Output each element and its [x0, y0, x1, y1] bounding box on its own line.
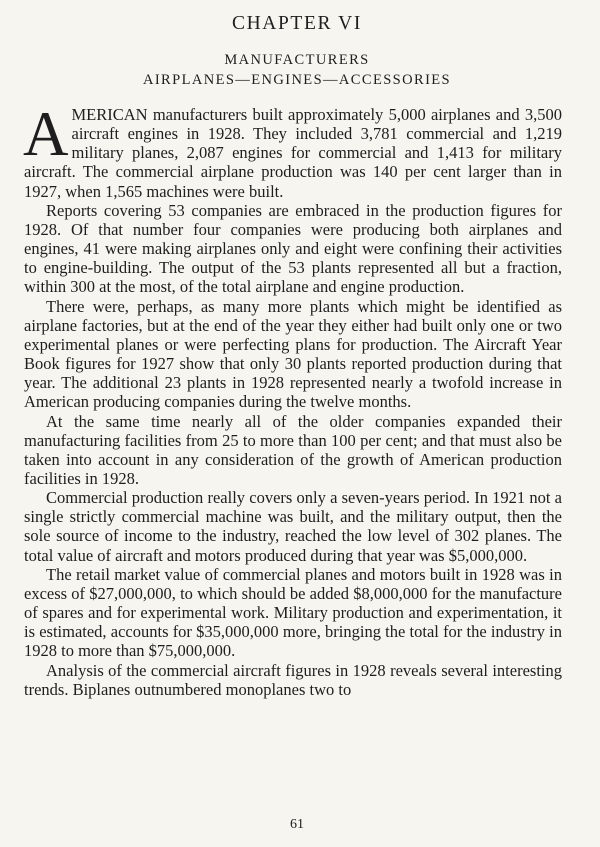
book-page [24, 0, 570, 847]
paragraph-6: The retail market value of commercial planes and motors built in 1928 was in excess of $27,000,000, to which should be added $8,000,000 for the manufacture of spares and for experimental work. Military production and experimentation, it is estimated, accounts for $35,000,000 more, bringing the total for the industry in 1928 to more than $75,000,000. [24, 564, 562, 661]
paragraph-1: AMERICAN manufacturers built approximately 5,000 airplanes and 3,500 aircraft engines in 1928. They included 3,781 commercial and 1,219 military planes, 2,087 engines for commercial and 1,413 for military aircraft. The commercial airplane production was 140 per cent larger than in 1927, when 1,565 machines were built. [23, 99, 562, 201]
paragraph-2: Reports covering 53 companies are embraced in the production figures for 1928. Of that number four companies were producing both airplanes and engines, 41 were making airplanes only and eight were confining their activities to engine-building. The output of the 53 plants represented all but a fraction, within 300 at the most, of the total airplane and engine production. [24, 200, 562, 297]
paragraph-3: There were, perhaps, as many more plants which might be identified as airplane factories, but at the end of the year they either had built only one or two experimental planes or were perfecting plans for production. The Aircraft Year Book figures for 1927 show that only 30 plants reported production during that year. The additional 23 plants in 1928 represented nearly a twofold increase in American producing companies during the twelve months. [24, 296, 562, 412]
section-title: MANUFACTURERS [224, 52, 370, 68]
paragraph-7: Analysis of the commercial aircraft figures in 1928 reveals several interesting trends. Biplanes outnumbered monoplanes two to [24, 660, 562, 699]
paragraph-5: Commercial production really covers only a seven-years period. In 1921 not a single strictly commercial machine was built, and the military output, then the sole source of income to the industry, reached the low level of 302 planes. The total value of aircraft and motors produced during that year was $5,000,000. [24, 488, 562, 565]
chapter-body [23, 99, 562, 699]
paragraph-4: At the same time nearly all of the older companies expanded their manufacturing facilities from 25 to more than 100 per cent; and that must also be taken into account in any consideration of the growth of American production facilities in 1928. [24, 411, 562, 488]
page-number: 61 [290, 817, 304, 832]
section-subtitle: AIRPLANES—ENGINES—ACCESSORIES [142, 72, 452, 88]
chapter-heading: CHAPTER VI [232, 13, 362, 34]
